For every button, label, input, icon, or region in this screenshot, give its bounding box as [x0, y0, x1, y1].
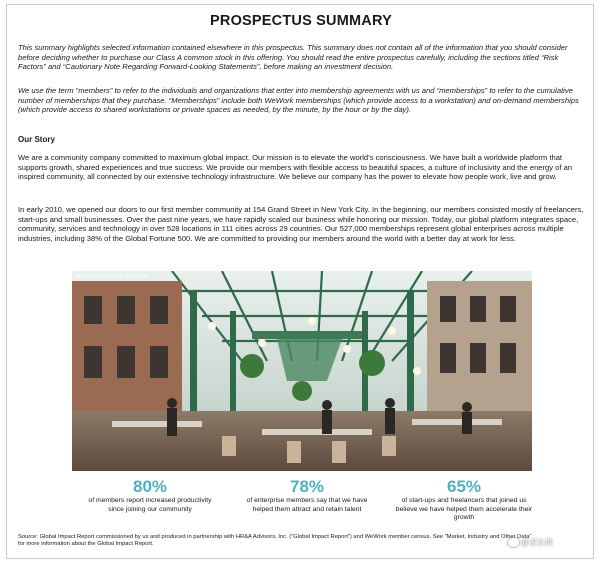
- stat-talent: [232, 477, 382, 514]
- stat-description: of enterprise members say that we have helped them attract and retain talent: [246, 497, 368, 513]
- stat-description: of members report increased productivity since joining our community: [88, 497, 212, 513]
- photo-illustration: [72, 271, 532, 471]
- coworking-space-photo: [72, 271, 532, 471]
- source-note: Source: Global Impact Report commissioned by us and produced in partnership with HR&A Advisors, Inc. (“Global Impact Report”) and WeWork member census. See “Market, Industry and Other Data” for more information about the Global Impact Report.: [18, 534, 532, 548]
- page-title: PROSPECTUS SUMMARY: [210, 13, 392, 29]
- section-heading: Our Story: [18, 135, 55, 144]
- watermark-text: @老东欺: [521, 538, 554, 547]
- stat-value: 65%: [446, 477, 482, 496]
- intro-paragraph-1: This summary highlights selected information contained elsewhere in this prospectus. This summary does not contain all of the information that you should consider before deciding whether to purchase our Class A common stock in this offering. You should read the entire prospectus carefully, including the sections titled “Risk Factors” and “Cautionary Note Regarding Forward-Looking Statements”, before making an investment decision.: [18, 43, 568, 72]
- story-paragraph-1: We are a community company committed to maximum global impact. Our mission is to elevate the world’s consciousness. We have built a worldwide platform that supports growth, shared experiences and true success. We provide our members with flexible access to beautiful spaces, a culture of inclusivity and the energy of an inspired community, all connected by our extensive technology infrastructure. We believe our company has the power to elevate how people work, live and grow.: [18, 153, 573, 182]
- stat-productivity: [75, 477, 225, 514]
- stat-value: 80%: [132, 477, 168, 496]
- stat-description: of start-ups and freelancers that joined us believe we have helped them accelerate their growth: [395, 497, 533, 522]
- photo-caption: WeWork Weihai Lu, Shanghai: [76, 274, 150, 280]
- weibo-logo-icon: [508, 538, 519, 547]
- stat-value: 78%: [289, 477, 325, 496]
- story-paragraph-2: In early 2010, we opened our doors to our first member community at 154 Grand Street in New York City. In the beginning, our members consisted mostly of freelancers, start-ups and small businesses. Over the past nine years, we have rapidly scaled our business while honoring our mission. Today, our global platform integrates space, community, services and technology in over 528 locations in 111 cities across 29 countries. Our 527,000 memberships represent global enterprises across multiple industries, including 38% of the Global Fortune 500. We are committed to providing our members around the world with a better day at work for less.: [18, 205, 584, 243]
- stat-growth: [389, 477, 539, 523]
- prospectus-page: [6, 4, 594, 559]
- intro-paragraph-2: We use the term “members” to refer to the individuals and organizations that enter into membership agreements with us and “memberships” to refer to the cumulative number of memberships that they purchase. “Memberships” include both WeWork memberships (which provide access to a workstation) and on-demand memberships (which provide access to shared workstations or private spaces as needed, by the minute, by the hour or by the day).: [18, 86, 579, 115]
- watermark: [508, 537, 553, 548]
